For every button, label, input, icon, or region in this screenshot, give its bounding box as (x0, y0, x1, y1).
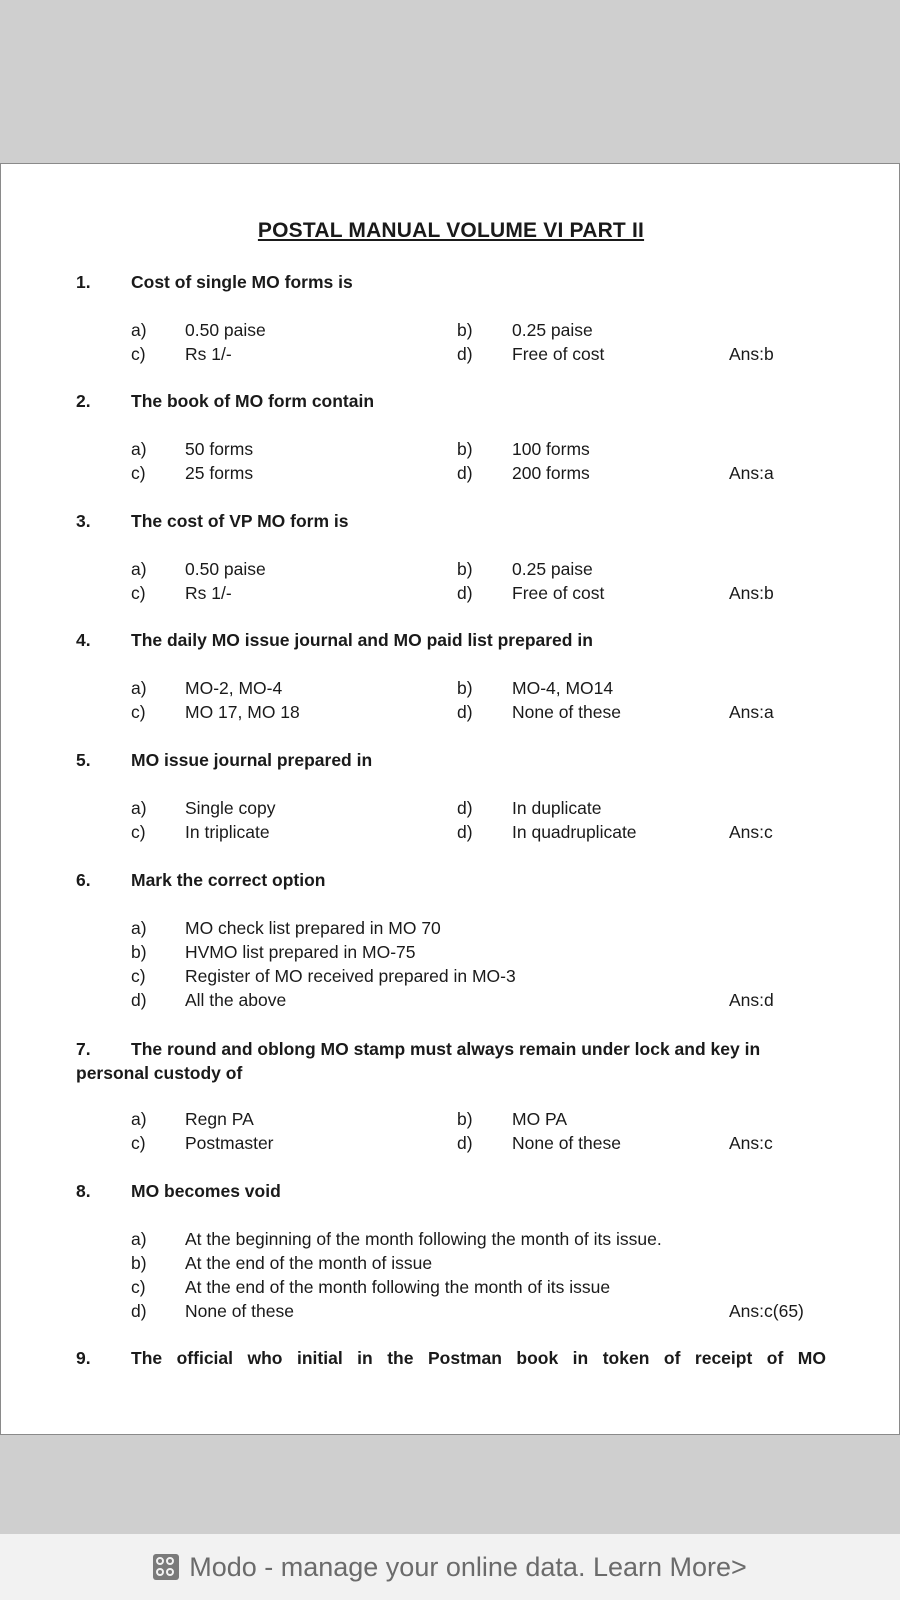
question-heading (1, 1037, 900, 1085)
option-text: Register of MO received prepared in MO-3 (185, 966, 516, 986)
option-row (1, 1301, 900, 1325)
option-text: In duplicate (512, 798, 602, 818)
option-letter: d) (457, 798, 473, 818)
option-letter: c) (131, 702, 146, 722)
question-text: The daily MO issue journal and MO paid list prepared in (131, 630, 593, 650)
option-text: None of these (512, 1133, 621, 1153)
option-text: Regn PA (185, 1109, 254, 1129)
option-text: 100 forms (512, 439, 590, 459)
option-row (1, 1253, 900, 1277)
question-heading (1, 391, 900, 415)
option-text: MO-2, MO-4 (185, 678, 283, 698)
option-text: Free of cost (512, 344, 605, 364)
option-row (1, 1133, 900, 1157)
option-row (1, 439, 900, 463)
option-letter: d) (457, 822, 473, 842)
option-letter: a) (131, 918, 147, 938)
option-row (1, 966, 900, 990)
question-number: 2. (76, 391, 91, 411)
option-text: None of these (185, 1301, 294, 1321)
question-heading (1, 511, 900, 535)
answer-label: Ans:c(65) (729, 1301, 804, 1321)
option-text: At the beginning of the month following the month of its issue. (185, 1229, 662, 1249)
option-letter: b) (457, 559, 473, 579)
option-text: 0.25 paise (512, 320, 593, 340)
answer-label: Ans:a (729, 463, 774, 483)
option-text: At the end of the month following the month of its issue (185, 1277, 611, 1297)
question-2 (1, 391, 900, 487)
options (1, 1229, 900, 1325)
option-letter: b) (457, 678, 473, 698)
answer-label: Ans:b (729, 344, 774, 364)
option-letter: c) (131, 1277, 146, 1297)
option-letter: a) (131, 320, 147, 340)
answer-label: Ans:c (729, 822, 773, 842)
option-text: 0.50 paise (185, 320, 266, 340)
option-row (1, 463, 900, 487)
question-8 (1, 1181, 900, 1325)
options (1, 1109, 900, 1157)
ad-banner[interactable] (0, 1534, 900, 1600)
option-text: 0.25 paise (512, 559, 593, 579)
document-title: POSTAL MANUAL VOLUME VI PART II (257, 219, 645, 242)
options (1, 678, 900, 726)
option-letter: c) (131, 344, 146, 364)
question-1 (1, 272, 900, 368)
question-6 (1, 870, 900, 1014)
question-number: 6. (76, 870, 91, 890)
option-letter: d) (131, 1301, 147, 1321)
option-text: MO check list prepared in MO 70 (185, 918, 441, 938)
option-row (1, 678, 900, 702)
question-heading (1, 1348, 900, 1372)
question-number: 4. (76, 630, 91, 650)
options (1, 798, 900, 846)
option-letter: a) (131, 678, 147, 698)
question-text: MO becomes void (131, 1181, 281, 1201)
option-letter: a) (131, 559, 147, 579)
question-7 (1, 1037, 900, 1157)
option-text: Rs 1/- (185, 344, 232, 364)
option-letter: a) (131, 439, 147, 459)
option-text: 0.50 paise (185, 559, 266, 579)
question-number: 9. (76, 1348, 91, 1368)
question-text: The round and oblong MO stamp must always remain under lock and key in personal custody of (76, 1039, 761, 1083)
option-text: HVMO list prepared in MO-75 (185, 942, 416, 962)
option-row (1, 1109, 900, 1133)
option-letter: b) (457, 320, 473, 340)
question-9 (1, 1348, 900, 1372)
question-text-block (1, 1037, 900, 1085)
answer-label: Ans:d (729, 990, 774, 1010)
question-text: Cost of single MO forms is (131, 272, 353, 292)
option-letter: d) (457, 702, 473, 722)
option-row (1, 1229, 900, 1253)
option-row (1, 990, 900, 1014)
question-3 (1, 511, 900, 607)
option-letter: c) (131, 1133, 146, 1153)
question-number: 5. (76, 750, 91, 770)
option-text: Rs 1/- (185, 583, 232, 603)
modo-logo-icon (153, 1554, 179, 1580)
option-letter: b) (131, 942, 147, 962)
option-text: 200 forms (512, 463, 590, 483)
option-text: All the above (185, 990, 287, 1010)
question-text: The book of MO form contain (131, 391, 375, 411)
option-letter: b) (457, 1109, 473, 1129)
option-letter: c) (131, 583, 146, 603)
option-text: Postmaster (185, 1133, 274, 1153)
option-letter: b) (457, 439, 473, 459)
option-text: 25 forms (185, 463, 254, 483)
option-text: None of these (512, 702, 621, 722)
options (1, 320, 900, 368)
option-text: Single copy (185, 798, 276, 818)
option-letter: d) (457, 463, 473, 483)
question-text: The official who initial in the Postman book in token of receipt of MO (131, 1348, 826, 1368)
question-heading (1, 750, 900, 774)
option-row (1, 942, 900, 966)
question-heading (1, 272, 900, 296)
option-row (1, 344, 900, 368)
options (1, 918, 900, 1014)
option-text: In triplicate (185, 822, 270, 842)
question-heading (1, 630, 900, 654)
option-letter: d) (457, 1133, 473, 1153)
options (1, 439, 900, 487)
option-letter: c) (131, 822, 146, 842)
option-text: 50 forms (185, 439, 254, 459)
option-text: MO PA (512, 1109, 568, 1129)
option-text: MO 17, MO 18 (185, 702, 300, 722)
question-heading (1, 870, 900, 894)
option-row (1, 798, 900, 822)
option-row (1, 559, 900, 583)
question-number: 1. (76, 272, 91, 292)
option-letter: c) (131, 966, 146, 986)
option-row (1, 583, 900, 607)
question-number: 3. (76, 511, 91, 531)
question-text: The cost of VP MO form is (131, 511, 349, 531)
question-number: 8. (76, 1181, 91, 1201)
option-letter: a) (131, 798, 147, 818)
option-text: MO-4, MO14 (512, 678, 614, 698)
answer-label: Ans:c (729, 1133, 773, 1153)
option-row (1, 1277, 900, 1301)
option-text: Free of cost (512, 583, 605, 603)
question-4 (1, 630, 900, 726)
question-5 (1, 750, 900, 846)
option-row (1, 918, 900, 942)
option-letter: d) (131, 990, 147, 1010)
option-letter: a) (131, 1229, 147, 1249)
option-row (1, 702, 900, 726)
answer-label: Ans:b (729, 583, 774, 603)
option-letter: c) (131, 463, 146, 483)
document-page (0, 163, 900, 1435)
option-row (1, 822, 900, 846)
question-heading (1, 1181, 900, 1205)
question-text: Mark the correct option (131, 870, 326, 890)
option-text: At the end of the month of issue (185, 1253, 433, 1273)
option-letter: d) (457, 583, 473, 603)
option-text: In quadruplicate (512, 822, 637, 842)
banner-text[interactable]: Modo - manage your online data. Learn More> (189, 1551, 747, 1582)
option-letter: d) (457, 344, 473, 364)
option-letter: a) (131, 1109, 147, 1129)
option-row (1, 320, 900, 344)
question-number: 7. (76, 1039, 91, 1059)
option-letter: b) (131, 1253, 147, 1273)
question-text: MO issue journal prepared in (131, 750, 373, 770)
answer-label: Ans:a (729, 702, 774, 722)
options (1, 559, 900, 607)
